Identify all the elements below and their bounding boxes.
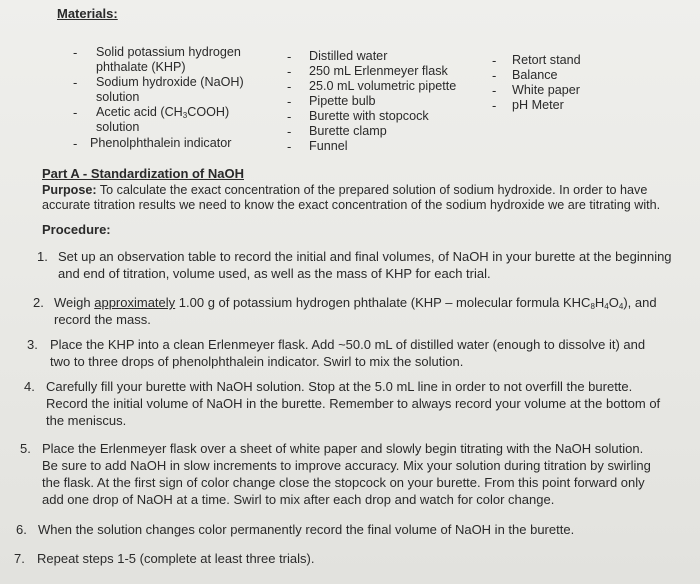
step-number: 1. — [37, 249, 48, 264]
purpose-label: Purpose: — [42, 183, 97, 197]
list-dash: - — [287, 139, 292, 154]
step-number: 7. — [14, 551, 25, 566]
procedure-step-4 — [46, 378, 660, 429]
list-dash: - — [73, 45, 78, 60]
material-line: solution — [96, 120, 140, 134]
procedure-step-3 — [50, 336, 645, 370]
step-line: Record the initial volume of NaOH in the burette. Remember to always record your volume at the bottom of — [46, 396, 661, 411]
purpose-paragraph — [42, 183, 660, 213]
procedure-step-2 — [54, 294, 657, 328]
step-line: When the solution changes color permanently record the final volume of NaOH in the burette. — [38, 522, 575, 537]
list-dash: - — [287, 109, 292, 124]
step-line: Set up an observation table to record the initial and final volumes, of NaOH in your burette at the beginning — [58, 249, 672, 264]
material-item — [96, 45, 241, 75]
list-dash: - — [492, 83, 497, 98]
step-number: 2. — [33, 295, 44, 310]
material-item: Burette with stopcock — [309, 109, 429, 123]
material-item: Pipette bulb — [309, 94, 376, 108]
procedure-step-5 — [42, 440, 651, 508]
material-item: Distilled water — [309, 49, 388, 63]
step-line: Repeat steps 1-5 (complete at least three trials). — [37, 551, 315, 566]
step-number: 3. — [27, 337, 38, 352]
step-line: add one drop of NaOH at a time. Swirl to mix after each drop and watch for color change. — [42, 492, 555, 507]
material-line: phthalate (KHP) — [96, 60, 186, 74]
step-line: the flask. At the first sign of color change close the stopcock on your burette. From this point forward only — [42, 475, 645, 490]
material-line: Solid potassium hydrogen — [96, 45, 241, 59]
part-a-heading: Part A - Standardization of NaOH — [42, 166, 244, 181]
material-item: Funnel — [309, 139, 348, 153]
material-line: Sodium hydroxide (NaOH) — [96, 75, 244, 89]
material-line: solution — [96, 90, 140, 104]
list-dash: - — [492, 98, 497, 113]
material-item: 25.0 mL volumetric pipette — [309, 79, 457, 93]
procedure-step-6 — [38, 521, 574, 538]
material-item: Phenolphthalein indicator — [90, 136, 232, 150]
step-line: record the mass. — [54, 312, 151, 327]
procedure-label: Procedure: — [42, 222, 111, 237]
step-line: two to three drops of phenolphthalein indicator. Swirl to mix the solution. — [50, 354, 464, 369]
list-dash: - — [73, 75, 78, 90]
step-line: Weigh approximately 1.00 g of potassium hydrogen phthalate (KHP – molecular formula $KHC_8H_4O_4$), and — [54, 295, 657, 311]
material-item — [96, 75, 244, 105]
step-line: Place the Erlenmeyer flask over a sheet of white paper and slowly begin titrating with the NaOH solution. — [42, 441, 644, 456]
list-dash: - — [287, 94, 292, 109]
list-dash: - — [287, 49, 292, 64]
step-line: Be sure to add NaOH in slow increments to improve accuracy. Mix your solution during titration by swirling — [42, 458, 651, 473]
procedure-step-1 — [58, 248, 672, 282]
material-item: Burette clamp — [309, 124, 387, 138]
material-item: pH Meter — [512, 98, 564, 112]
list-dash: - — [73, 105, 78, 120]
material-item: Balance — [512, 68, 558, 82]
list-dash: - — [287, 79, 292, 94]
material-item: Retort stand — [512, 53, 581, 67]
material-item — [96, 105, 229, 135]
material-item: White paper — [512, 83, 580, 97]
step-number: 4. — [24, 379, 35, 394]
list-dash: - — [73, 136, 78, 151]
procedure-step-7 — [37, 550, 314, 567]
material-item: 250 mL Erlenmeyer flask — [309, 64, 448, 78]
step-number: 6. — [16, 522, 27, 537]
step-line: the meniscus. — [46, 413, 127, 428]
step-line: Place the KHP into a clean Erlenmeyer flask. Add ~50.0 mL of distilled water (enough to dissolve it) and — [50, 337, 646, 352]
materials-heading: Materials: — [57, 6, 118, 21]
step-line: Carefully fill your burette with NaOH solution. Stop at the 5.0 mL line in order to not overfill the burette. — [46, 379, 633, 394]
step-number: 5. — [20, 441, 31, 456]
list-dash: - — [492, 68, 497, 83]
step-line: and end of titration, volume used, as well as the mass of KHP for each trial. — [58, 266, 491, 281]
list-dash: - — [287, 124, 292, 139]
list-dash: - — [287, 64, 292, 79]
purpose-text: To calculate the exact concentration of the prepared solution of sodium hydroxide. In order to have — [99, 183, 648, 197]
list-dash: - — [492, 53, 497, 68]
material-line: Acetic acid $(CH_3COOH)$ — [96, 105, 230, 120]
purpose-text: accurate titration results we need to know the exact concentration of the sodium hydroxide we are titrating with. — [42, 198, 661, 212]
